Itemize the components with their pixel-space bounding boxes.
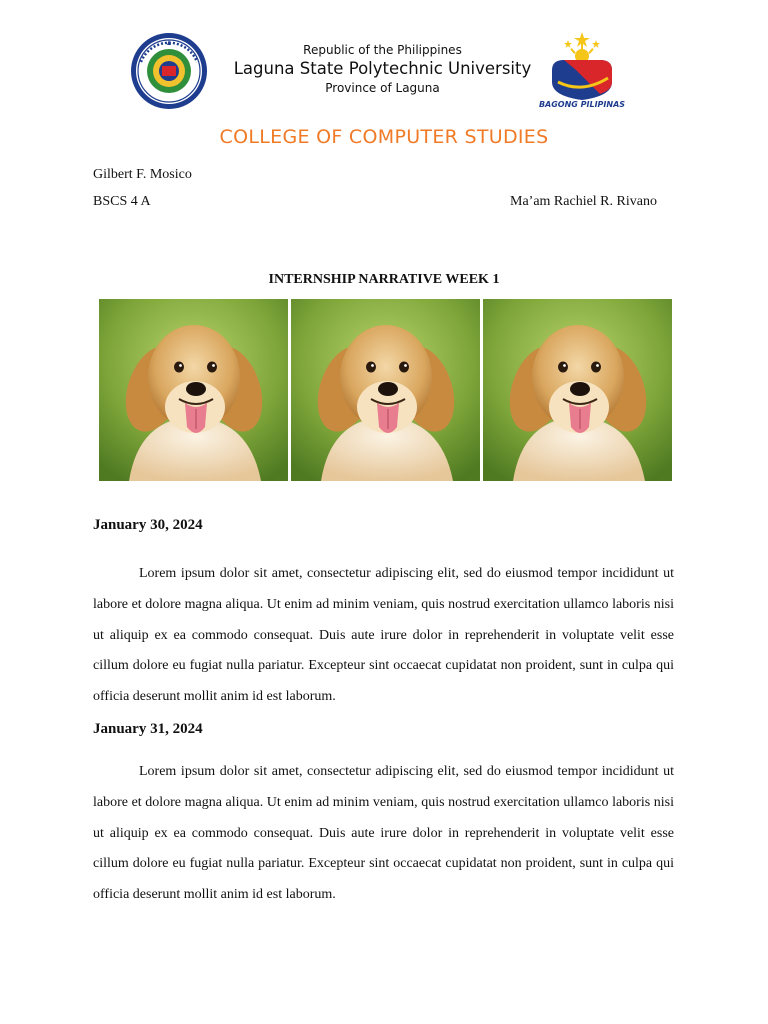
bagong-pilipinas-text: BAGONG PILIPINAS [538, 100, 626, 109]
student-section: BSCS 4 A [93, 194, 151, 209]
photo-strip [99, 299, 673, 481]
golden-retriever-photo [483, 299, 672, 481]
letterhead [0, 0, 768, 120]
college-title: COLLEGE OF COMPUTER STUDIES [219, 126, 549, 148]
province-text: Province of Laguna [325, 81, 440, 95]
entry-paragraph: Lorem ipsum dolor sit amet, consectetur adipiscing elit, sed do eiusmod tempor incididunt ut labore et dolore magna aliqua. Ut enim ad minim veniam, quis nostrud exercitation ullamco laboris nisi ut aliquip ex ea commodo consequat. Duis aute irure dolor in reprehenderit in voluptate velit esse cillum dolore eu fugiat nulla pariatur. Excepteur sint occaecat cupidatat non proident, sunt in culpa qui officia deserunt mollit anim id est laborum. [93, 764, 674, 903]
instructor-name: Ma’am Rachiel R. Rivano [510, 194, 657, 209]
entry-date: January 30, 2024 [93, 517, 203, 533]
document-title: INTERNSHIP NARRATIVE WEEK 1 [268, 272, 500, 287]
university-name: Laguna State Polytechnic University [233, 59, 532, 78]
golden-retriever-photo [99, 299, 288, 481]
republic-text: Republic of the Philippines [303, 43, 462, 57]
lspu-seal-logo [129, 32, 209, 110]
golden-retriever-photo [291, 299, 480, 481]
entry-date: January 31, 2024 [93, 721, 203, 737]
bagong-pilipinas-logo [538, 30, 626, 110]
entry-paragraph: Lorem ipsum dolor sit amet, consectetur adipiscing elit, sed do eiusmod tempor incididunt ut labore et dolore magna aliqua. Ut enim ad minim veniam, quis nostrud exercitation ullamco laboris nisi ut aliquip ex ea commodo consequat. Duis aute irure dolor in reprehenderit in voluptate velit esse cillum dolore eu fugiat nulla pariatur. Excepteur sint occaecat cupidatat non proident, sunt in culpa qui officia deserunt mollit anim id est laborum. [93, 566, 674, 705]
student-name: Gilbert F. Mosico [93, 167, 192, 182]
